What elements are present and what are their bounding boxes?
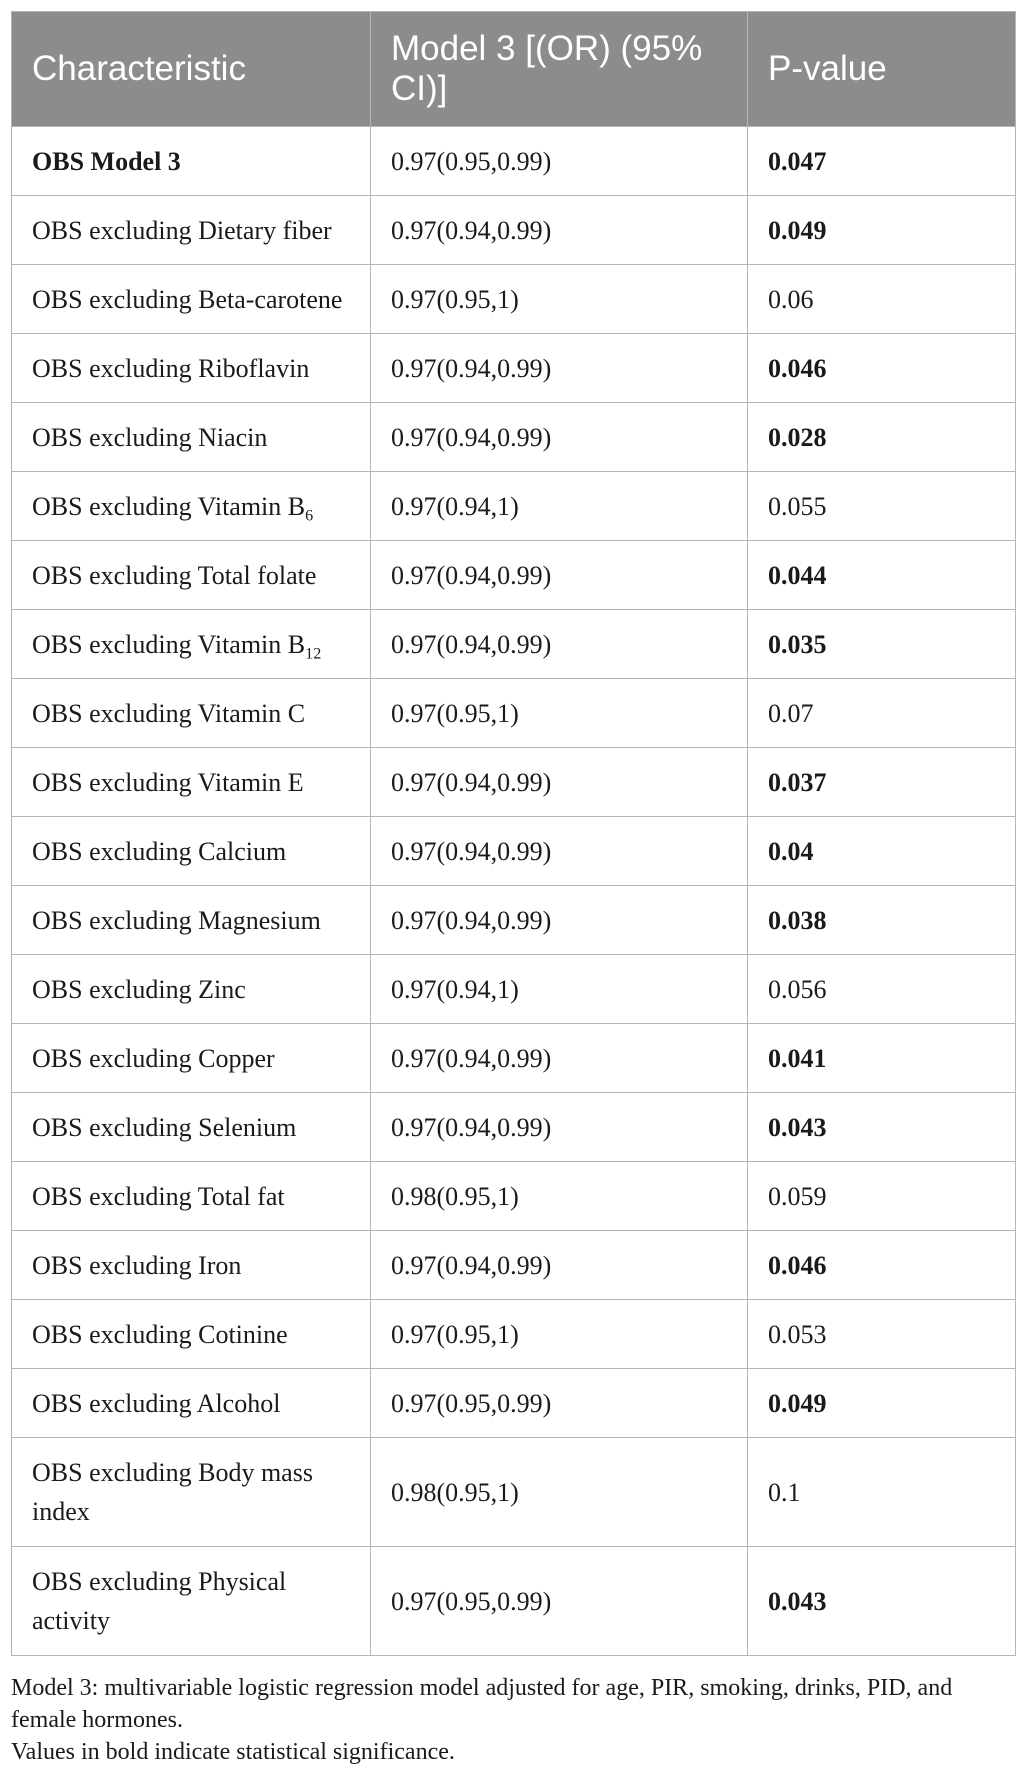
table-row — [12, 1024, 1016, 1093]
table-row — [12, 748, 1016, 817]
footnote-bold-note: Values in bold indicate statistical significance. — [11, 1739, 455, 1765]
table-row — [12, 610, 1016, 679]
characteristic-subscript: 12 — [305, 645, 322, 663]
cell-characteristic — [12, 748, 371, 817]
cell-p-value: 0.053 — [748, 1300, 1016, 1369]
cell-characteristic — [12, 1024, 371, 1093]
table-row — [12, 1300, 1016, 1369]
cell-p-value: 0.049 — [748, 1369, 1016, 1438]
results-table — [11, 11, 1016, 1656]
cell-or-ci: 0.97(0.95,0.99) — [371, 1547, 748, 1656]
characteristic-label: OBS excluding Total fat — [32, 1181, 285, 1211]
cell-or-ci: 0.97(0.94,0.99) — [371, 196, 748, 265]
cell-or-ci: 0.97(0.94,0.99) — [371, 1093, 748, 1162]
characteristic-label: OBS excluding Body mass index — [32, 1458, 313, 1526]
cell-p-value: 0.041 — [748, 1024, 1016, 1093]
cell-characteristic — [12, 1438, 371, 1547]
cell-or-ci: 0.97(0.95,0.99) — [371, 127, 748, 196]
cell-or-ci: 0.97(0.94,0.99) — [371, 403, 748, 472]
cell-p-value: 0.046 — [748, 1231, 1016, 1300]
table-row — [12, 679, 1016, 748]
characteristic-label: OBS excluding Dietary fiber — [32, 215, 332, 245]
characteristic-label: OBS excluding Vitamin B — [32, 491, 306, 521]
cell-or-ci: 0.97(0.95,1) — [371, 679, 748, 748]
table-footnote — [11, 1672, 1015, 1768]
cell-characteristic — [12, 1547, 371, 1656]
cell-p-value: 0.046 — [748, 334, 1016, 403]
cell-p-value: 0.055 — [748, 472, 1016, 541]
characteristic-label: OBS excluding Niacin — [32, 422, 268, 452]
cell-characteristic — [12, 955, 371, 1024]
characteristic-label: OBS excluding Beta-carotene — [32, 284, 343, 314]
characteristic-label: OBS excluding Vitamin E — [32, 767, 304, 797]
table-row — [12, 1162, 1016, 1231]
cell-p-value: 0.038 — [748, 886, 1016, 955]
table-row — [12, 955, 1016, 1024]
cell-or-ci: 0.97(0.94,0.99) — [371, 886, 748, 955]
table-header-row — [12, 12, 1016, 127]
characteristic-label: OBS excluding Alcohol — [32, 1388, 281, 1418]
cell-or-ci: 0.98(0.95,1) — [371, 1438, 748, 1547]
table-row — [12, 334, 1016, 403]
table-row — [12, 196, 1016, 265]
cell-or-ci: 0.97(0.95,1) — [371, 1300, 748, 1369]
characteristic-subscript: 6 — [305, 507, 314, 525]
characteristic-label: OBS excluding Magnesium — [32, 905, 321, 935]
cell-characteristic — [12, 265, 371, 334]
cell-p-value: 0.06 — [748, 265, 1016, 334]
cell-characteristic — [12, 196, 371, 265]
table-row — [12, 472, 1016, 541]
table-row — [12, 403, 1016, 472]
cell-characteristic — [12, 1093, 371, 1162]
table-row — [12, 1093, 1016, 1162]
cell-characteristic — [12, 472, 371, 541]
characteristic-label: OBS excluding Iron — [32, 1250, 242, 1280]
cell-p-value: 0.043 — [748, 1093, 1016, 1162]
cell-p-value: 0.04 — [748, 817, 1016, 886]
cell-characteristic — [12, 1162, 371, 1231]
characteristic-label: OBS excluding Vitamin B — [32, 629, 306, 659]
header-p-value: P-value — [748, 12, 1016, 127]
cell-p-value: 0.035 — [748, 610, 1016, 679]
characteristic-label: OBS excluding Zinc — [32, 974, 246, 1004]
cell-characteristic — [12, 610, 371, 679]
cell-or-ci: 0.97(0.94,0.99) — [371, 610, 748, 679]
cell-or-ci: 0.97(0.95,1) — [371, 265, 748, 334]
cell-characteristic — [12, 1231, 371, 1300]
characteristic-label: OBS excluding Vitamin C — [32, 698, 306, 728]
characteristic-label: OBS excluding Copper — [32, 1043, 275, 1073]
header-model3-or-ci: Model 3 [(OR) (95% CI)] — [371, 12, 748, 127]
cell-p-value: 0.028 — [748, 403, 1016, 472]
cell-p-value: 0.056 — [748, 955, 1016, 1024]
table-row — [12, 265, 1016, 334]
cell-p-value: 0.047 — [748, 127, 1016, 196]
cell-characteristic — [12, 127, 371, 196]
cell-p-value: 0.043 — [748, 1547, 1016, 1656]
cell-p-value: 0.037 — [748, 748, 1016, 817]
cell-characteristic — [12, 1300, 371, 1369]
cell-or-ci: 0.97(0.94,0.99) — [371, 541, 748, 610]
cell-characteristic — [12, 334, 371, 403]
cell-characteristic — [12, 403, 371, 472]
cell-or-ci: 0.98(0.95,1) — [371, 1162, 748, 1231]
cell-characteristic — [12, 541, 371, 610]
table-row — [12, 886, 1016, 955]
table-row — [12, 1231, 1016, 1300]
cell-or-ci: 0.97(0.94,0.99) — [371, 748, 748, 817]
header-characteristic: Characteristic — [12, 12, 371, 127]
table-row — [12, 127, 1016, 196]
characteristic-label: OBS Model 3 — [32, 146, 181, 176]
cell-p-value: 0.07 — [748, 679, 1016, 748]
cell-or-ci: 0.97(0.94,1) — [371, 472, 748, 541]
table-row — [12, 1547, 1016, 1656]
characteristic-label: OBS excluding Cotinine — [32, 1319, 288, 1349]
table-row — [12, 541, 1016, 610]
cell-or-ci: 0.97(0.94,0.99) — [371, 1231, 748, 1300]
characteristic-label: OBS excluding Total folate — [32, 560, 317, 590]
cell-or-ci: 0.97(0.94,0.99) — [371, 817, 748, 886]
cell-characteristic — [12, 1369, 371, 1438]
characteristic-label: OBS excluding Selenium — [32, 1112, 297, 1142]
cell-characteristic — [12, 679, 371, 748]
footnote-model-description: Model 3: multivariable logistic regression model adjusted for age, PIR, smoking, drinks, PID, and female hormones. — [11, 1675, 953, 1733]
table-row — [12, 1438, 1016, 1547]
table-row — [12, 1369, 1016, 1438]
cell-or-ci: 0.97(0.94,1) — [371, 955, 748, 1024]
table-body — [12, 127, 1016, 1656]
cell-characteristic — [12, 886, 371, 955]
cell-or-ci: 0.97(0.94,0.99) — [371, 334, 748, 403]
characteristic-label: OBS excluding Physical activity — [32, 1567, 287, 1635]
cell-p-value: 0.044 — [748, 541, 1016, 610]
cell-p-value: 0.049 — [748, 196, 1016, 265]
table-row — [12, 817, 1016, 886]
characteristic-label: OBS excluding Calcium — [32, 836, 287, 866]
cell-or-ci: 0.97(0.95,0.99) — [371, 1369, 748, 1438]
cell-p-value: 0.1 — [748, 1438, 1016, 1547]
cell-or-ci: 0.97(0.94,0.99) — [371, 1024, 748, 1093]
characteristic-label: OBS excluding Riboflavin — [32, 353, 310, 383]
cell-p-value: 0.059 — [748, 1162, 1016, 1231]
cell-characteristic — [12, 817, 371, 886]
